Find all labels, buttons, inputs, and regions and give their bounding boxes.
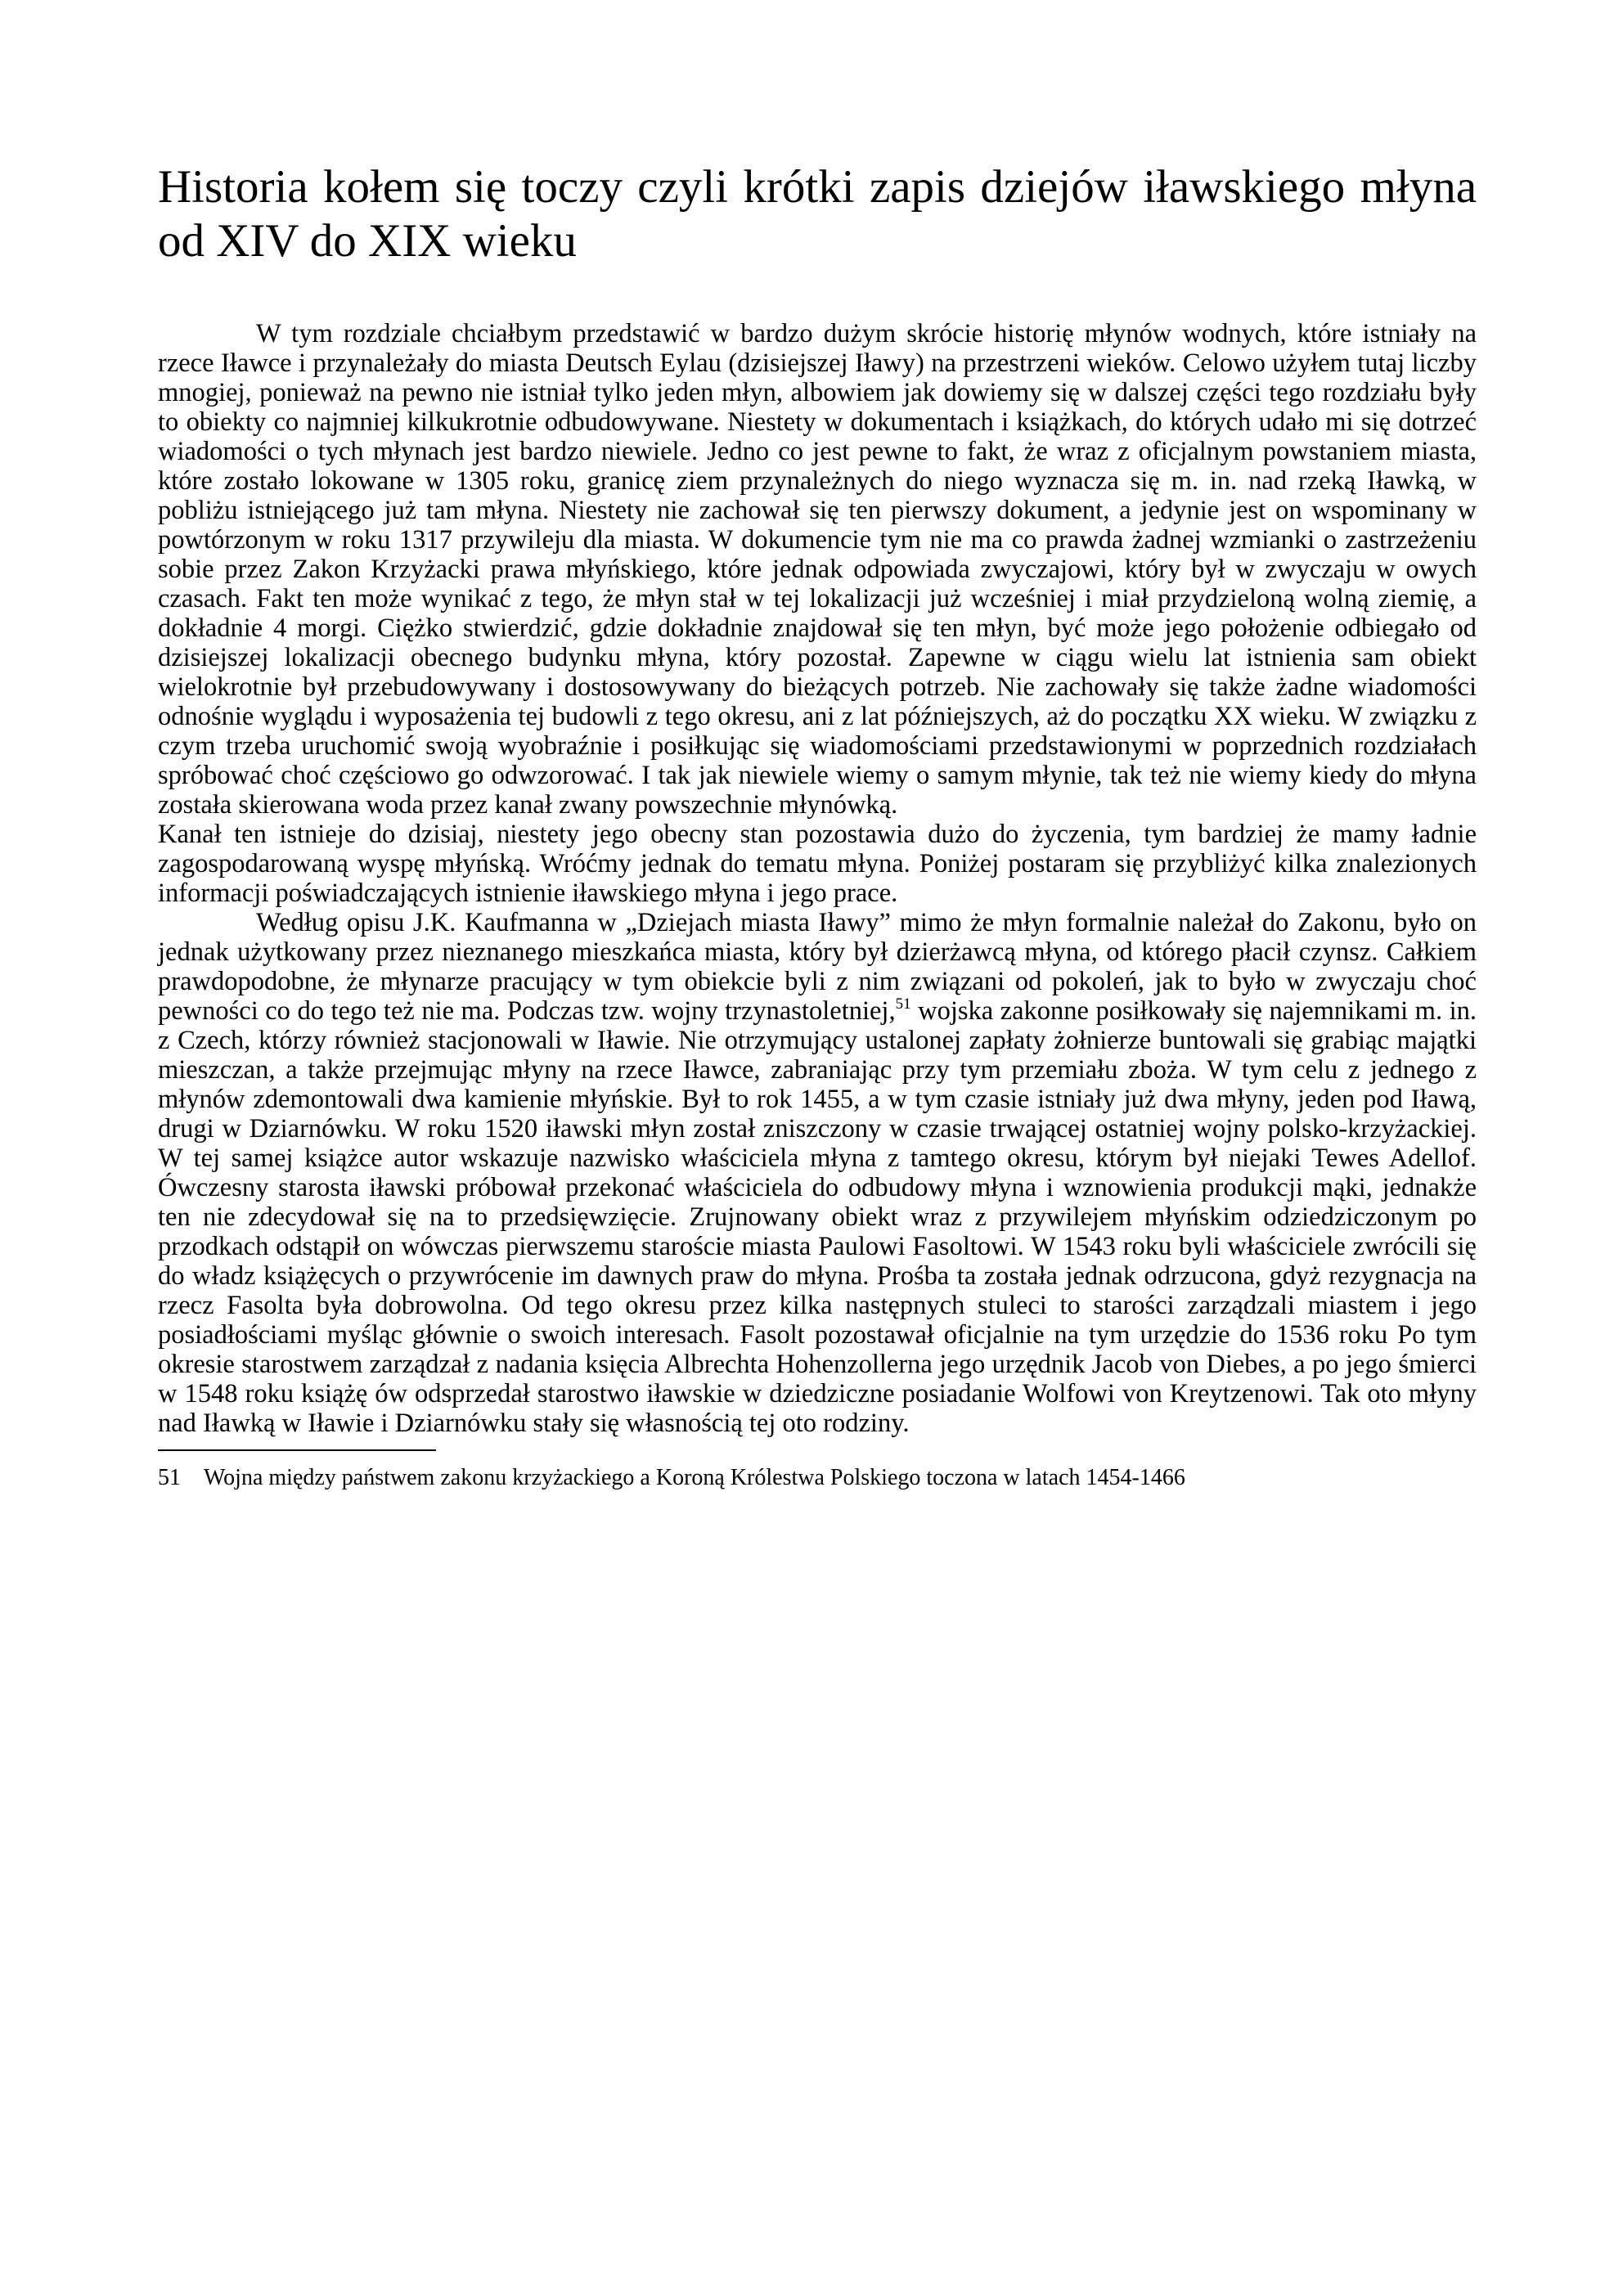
chapter-title: Historia kołem się toczy czyli krótki zapis dziejów iławskiego młyna od XIV do XIX wieku <box>158 161 1477 267</box>
paragraph-3 <box>158 908 1477 1438</box>
footnote-text: Wojna między państwem zakonu krzyżackiego a Koroną Królestwa Polskiego toczona w latach 1454-1466 <box>204 1465 1185 1490</box>
footnote-number: 51 <box>158 1465 181 1490</box>
document-page <box>158 160 1477 1492</box>
body-text <box>158 319 1477 1438</box>
paragraph-2 <box>158 820 1477 908</box>
footnote-separator <box>158 1449 436 1451</box>
footnote-51 <box>158 1464 1477 1492</box>
paragraph-2-text: Kanał ten istnieje do dzisiaj, niestety jego obecny stan pozostawia dużo do życzenia, tym bardziej że mamy ładnie zagospodarowaną wyspę młyńską. Wróćmy jednak do tematu młyna. Poniżej postaram się przybliżyć kilka znalezionych informacji poświadczających istnienie iławskiego młyna i jego prace. <box>158 820 1477 908</box>
paragraph-1-text: W tym rozdziale chciałbym przedstawić w bardzo dużym skrócie historię młynów wodnych, które istniały na rzece Iławce i przynależały do miasta Deutsch Eylau (dzisiejszej Iławy) na przestrzeni wieków. Celowo użyłem tutaj liczby mnogiej, ponieważ na pewno nie istniał tylko jeden młyn, albowiem jak dowiemy się w dalszej części tego rozdziału były to obiekty co najmniej kilkukrotnie odbudowywane. Niestety w dokumentach i książkach, do których udało mi się dotrzeć wiadomości o tych młynach jest bardzo niewiele. Jedno co jest pewne to fakt, że wraz z oficjalnym powstaniem miasta, które zostało lokowane w 1305 roku, granicę ziem przynależnych do niego wyznacza się m. in. nad rzeką Iławką, w pobliżu istniejącego już tam młyna. Niestety nie zachował się ten pierwszy dokument, a jedynie jest on wspominany w powtórzonym w roku 1317 przywileju dla miasta. W dokumencie tym nie ma co prawda żadnej wzmianki o zastrzeżeniu sobie przez Zakon Krzyżacki prawa młyńskiego, które jednak odpowiada zwyczajowi, który był w zwyczaju w owych czasach. Fakt ten może wynikać z tego, że młyn stał w tej lokalizacji już wcześniej i miał przydzieloną wolną ziemię, a dokładnie 4 morgi. Ciężko stwierdzić, gdzie dokładnie znajdował się ten młyn, być może jego położenie odbiegało od dzisiejszej lokalizacji obecnego budynku młyna, który pozostał. Zapewne w ciągu wielu lat istnienia sam obiekt wielokrotnie był przebudowywany i dostosowywany do bieżących potrzeb. Nie zachowały się także żadne wiadomości odnośnie wyglądu i wyposażenia tej budowli z tego okresu, ani z lat późniejszych, aż do początku XX wieku. W związku z czym trzeba uruchomić swoją wyobraźnie i posiłkując się wiadomościami przedstawionymi w poprzednich rozdziałach spróbować choć częściowo go odwzorować. I tak jak niewiele wiemy o samym młynie, tak też nie wiemy kiedy do młyna została skierowana woda przez kanał zwany powszechnie młynówką. <box>158 319 1477 820</box>
paragraph-3-text-part-1: Według opisu J.K. Kaufmanna w „Dziejach miasta Iławy” mimo że młyn formalnie należał do Zakonu, było on jednak użytkowany przez nieznanego mieszkańca miasta, który był dzierżawcą młyna, od którego płacił czynsz. Całkiem prawdopodobne, że młynarze pracujący w tym obiekcie byli z nim związani od pokoleń, jak to było w zwyczaju choć pewności co do tego też nie ma. Podczas tzw. wojny trzynastoletniej, <box>158 908 1477 1026</box>
paragraph-3-text-part-2: wojska zakonne posiłkowały się najemnikami m. in. z Czech, którzy również stacjonowali w Iławie. Nie otrzymujący ustalonej zapłaty żołnierze buntowali się grabiąc majątki mieszczan, a także przejmując młyny na rzece Iławce, zabraniając przy tym przemiału zboża. W tym celu z jednego z młynów zdemontowali dwa kamienie młyńskie. Był to rok 1455, a w tym czasie istniały już dwa młyny, jeden pod Iławą, drugi w Dziarnówku. W roku 1520 iławski młyn został zniszczony w czasie trwającej ostatniej wojny polsko-krzyżackiej. W tej samej książce autor wskazuje nazwisko właściciela młyna z tamtego okresu, którym był niejaki Tewes Adellof. Ówczesny starosta iławski próbował przekonać właściciela do odbudowy młyna i wznowienia produkcji mąki, jednakże ten nie zdecydował się na to przedsięwzięcie. Zrujnowany obiekt wraz z przywilejem młyńskim odziedziczonym po przodkach odstąpił on wówczas pierwszemu staroście miasta Paulowi Fasoltowi. W 1543 roku byli właściciele zwrócili się do władz książęcych o przywrócenie im dawnych praw do młyna. Prośba ta została jednak odrzucona, gdyż rezygnacja na rzecz Fasolta była dobrowolna. Od tego okresu przez kilka następnych stuleci to starości zarządzali miastem i jego posiadłościami myśląc głównie o swoich interesach. Fasolt pozostawał oficjalnie na tym urzędzie do 1536 roku Po tym okresie starostwem zarządzał z nadania księcia Albrechta Hohenzollerna jego urzędnik Jacob von Diebes, a po jego śmierci w 1548 roku książę ów odsprzedał starostwo iławskie w dziedziczne posiadanie Wolfowi von Kreytzenowi. Tak oto młyny nad Iławką w Iławie i Dziarnówku stały się własnością tej oto rodziny. <box>158 996 1477 1438</box>
footnote-reference-51[interactable]: 51 <box>895 995 911 1013</box>
paragraph-1 <box>158 319 1477 820</box>
